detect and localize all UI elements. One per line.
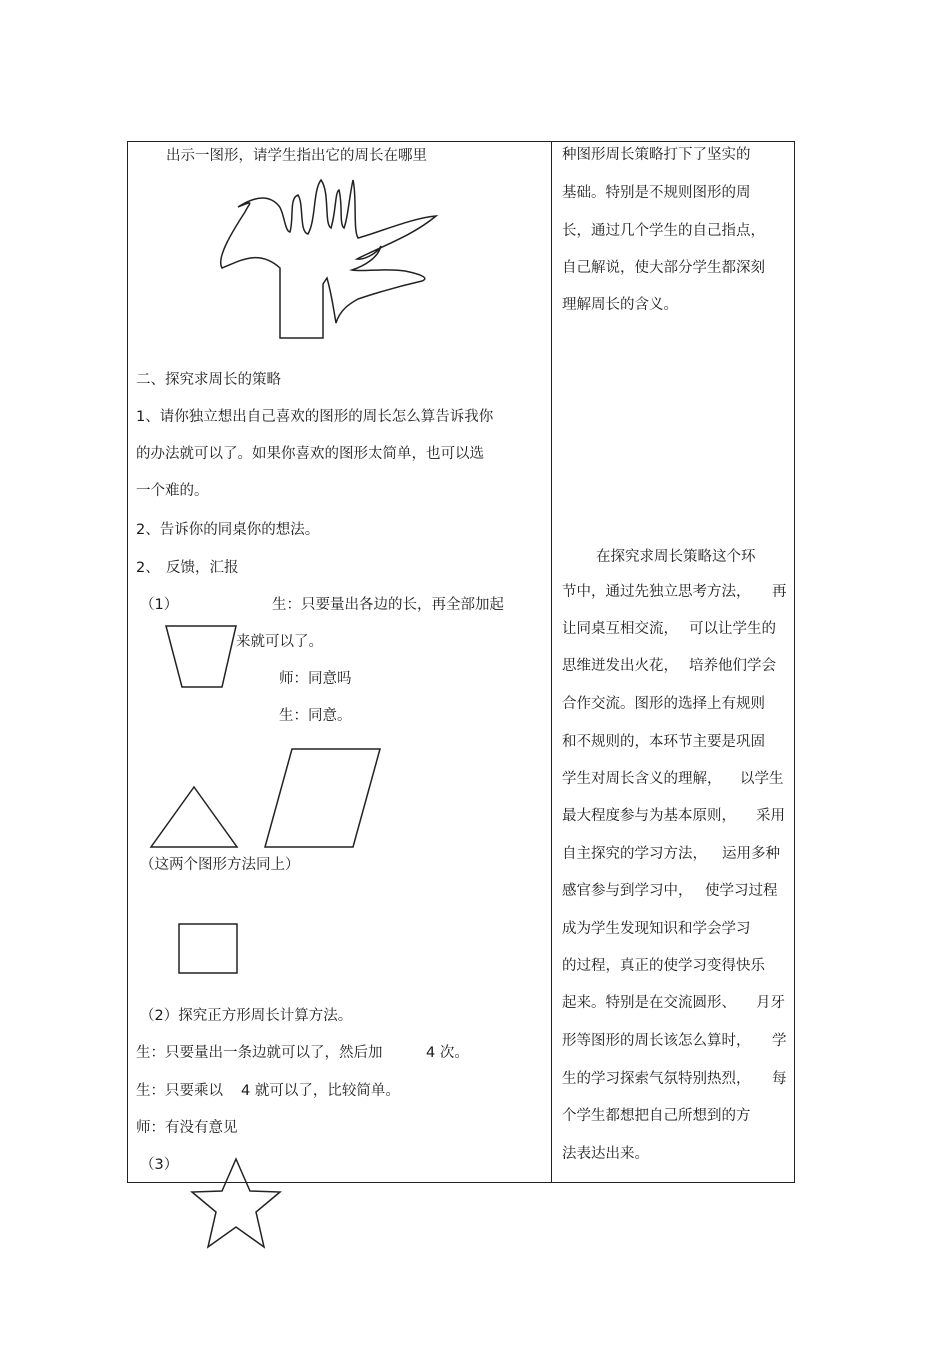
intro-text: 出示一图形，请学生指出它的周长在哪里 [166, 148, 427, 164]
commentary-line: 最大程度参与为基本原则， [562, 808, 736, 824]
commentary-line-tail: 以学生 [740, 771, 784, 787]
commentary-line: 起来。特别是在交流圆形、 [562, 995, 736, 1011]
commentary-line: 自主探究的学习方法， [562, 846, 707, 862]
sub1-reply: 生：同意。 [279, 708, 352, 724]
commentary-line: 和不规则的，本环节主要是巩固 [562, 734, 765, 750]
sub2-student2-a: 生：只要乘以 [136, 1083, 223, 1099]
commentary-line-tail: 学 [772, 1033, 787, 1049]
sub2-student1-a: 生：只要量出一条边就可以了，然后加 [136, 1045, 383, 1061]
sub1-student-line2: 来就可以了。 [236, 634, 323, 650]
commentary-line: 思维迸发出火花， [562, 658, 678, 674]
step1-line3: 一个难的。 [136, 483, 209, 499]
commentary-line: 让同桌互相交流， [562, 621, 678, 637]
commentary-line-tail: 培养他们学会 [689, 658, 776, 674]
commentary-line: 形等图形的周长该怎么算时， [562, 1033, 751, 1049]
commentary-line-tail: 再 [772, 584, 787, 600]
step1-line2: 的办法就可以了。如果你喜欢的图形太简单，也可以选 [136, 446, 484, 462]
commentary-line: 个学生都想把自己所想到的方 [562, 1108, 751, 1124]
commentary-line: 长，通过几个学生的自己指点， [562, 223, 765, 239]
commentary-line: 自己解说，使大部分学生都深刻 [562, 260, 765, 276]
step3-text: 反馈，汇报 [166, 560, 239, 576]
commentary-line: 在探究求周长策略这个环 [596, 549, 756, 565]
sub2-student2-b: 4 就可以了，比较简单。 [241, 1083, 400, 1099]
sub1-student-line1: 生：只要量出各边的长，再全部加起 [272, 597, 504, 613]
commentary-line-tail: 采用 [756, 808, 785, 824]
commentary-line-tail: 使学习过程 [705, 883, 778, 899]
commentary-line: 理解周长的含义。 [562, 297, 678, 313]
commentary-line: 种图形周长策略打下了坚实的 [562, 147, 751, 163]
commentary-line: 生的学习探索气氛特别热烈， [562, 1071, 751, 1087]
commentary-line: 感官参与到学习中， [562, 883, 693, 899]
sub2-title: （2）探究正方形周长计算方法。 [140, 1008, 353, 1024]
commentary-line-tail: 月牙 [756, 995, 785, 1011]
commentary-line: 节中，通过先独立思考方法， [562, 584, 751, 600]
commentary-line-tail: 运用多种 [722, 846, 780, 862]
commentary-line: 基础。特别是不规则图形的周 [562, 185, 751, 201]
commentary-line: 的过程，真正的使学习变得快乐 [562, 958, 765, 974]
commentary-line: 成为学生发现知识和学会学习 [562, 921, 751, 937]
commentary-line: 合作交流。图形的选择上有规则 [562, 696, 765, 712]
sub2-teacher: 师：有没有意见 [136, 1120, 238, 1136]
step1-line1: 1、请你独立想出自己喜欢的图形的周长怎么算告诉我你 [136, 409, 494, 425]
commentary-line: 法表达出来。 [562, 1146, 649, 1162]
section-title: 二、探究求周长的策略 [136, 372, 281, 388]
step2-text: 2、告诉你的同桌你的想法。 [136, 522, 320, 538]
sub1-label: （1） [140, 597, 179, 613]
commentary-line-tail: 可以让学生的 [689, 621, 776, 637]
sub1-teacher: 师：同意吗 [279, 671, 352, 687]
step3-number: 2、 [136, 560, 160, 576]
commentary-line-tail: 每 [772, 1071, 787, 1087]
commentary-line: 学生对周长含义的理解， [562, 771, 722, 787]
sub2-student1-b: 4 次。 [426, 1045, 469, 1061]
sub3-label: （3） [140, 1157, 179, 1173]
same-method-note: （这两个图形方法同上） [140, 857, 300, 873]
